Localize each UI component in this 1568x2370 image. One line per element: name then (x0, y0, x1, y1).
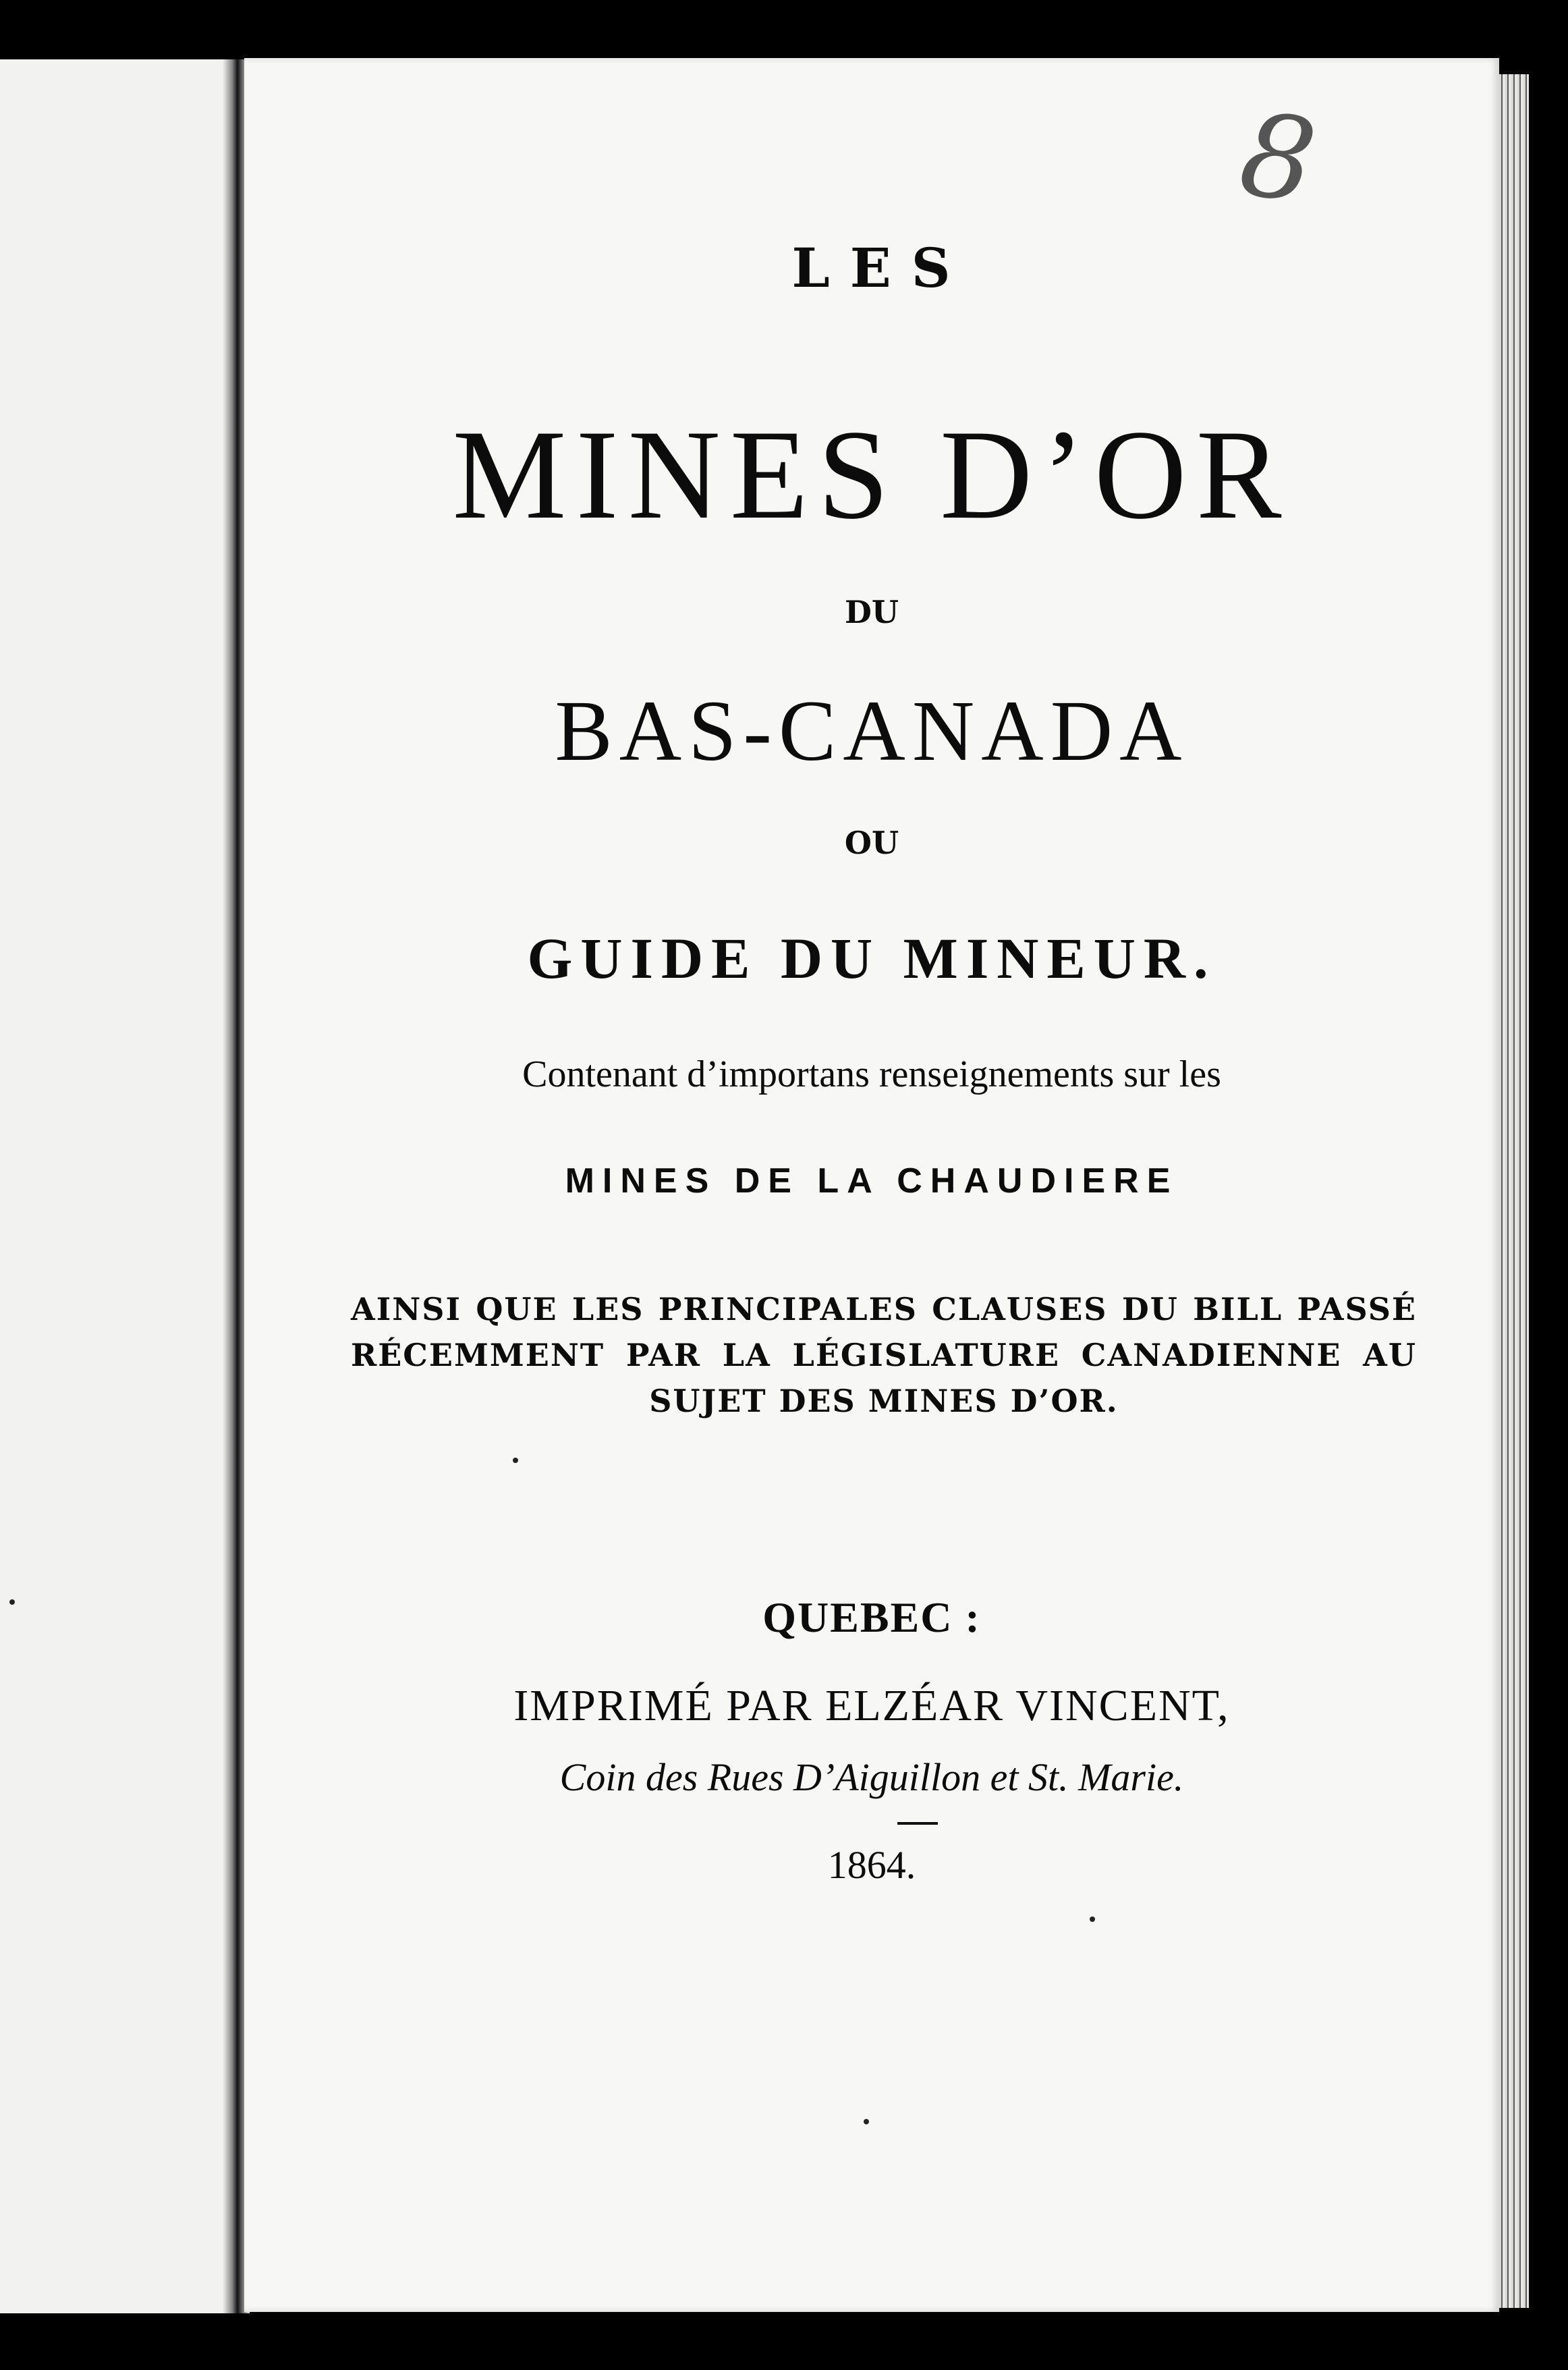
clauses-paragraph: AINSI QUE LES PRINCIPALES CLAUSES DU BILL PASSÉ RÉCEMMENT PAR LA LÉGISLATURE CANADIENNE AU SUJET DES MINES D’OR. (351, 1291, 1417, 1419)
title-les: LES (791, 236, 971, 300)
title-mines-dor: MINES D’OR (452, 404, 1291, 546)
title-bas-canada: BAS-CANADA (555, 683, 1189, 779)
imprint-rule (897, 1822, 938, 1825)
title-du: DU (844, 594, 899, 630)
description-line: Contenant d’importans renseignements sur les (522, 1053, 1221, 1095)
imprint-city: QUEBEC : (762, 1593, 981, 1641)
mines-chaudiere-line: MINES DE LA CHAUDIERE (565, 1161, 1179, 1201)
ink-speck (864, 2119, 869, 2124)
pencil-mark: 8 (1232, 87, 1324, 230)
subtitle-guide: GUIDE DU MINEUR. (527, 926, 1216, 991)
title-ou: OU (844, 825, 899, 861)
page-edge (1499, 74, 1529, 2308)
ink-speck (1090, 1917, 1095, 1922)
imprint-year: 1864. (827, 1843, 916, 1887)
ink-speck (9, 1599, 15, 1605)
ink-speck (513, 1458, 518, 1463)
imprint-printer: IMPRIMÉ PAR ELZÉAR VINCENT, (513, 1681, 1230, 1730)
imprint-address: Coin des Rues D’Aiguillon et St. Marie. (559, 1755, 1184, 1799)
left-page (0, 59, 236, 2313)
